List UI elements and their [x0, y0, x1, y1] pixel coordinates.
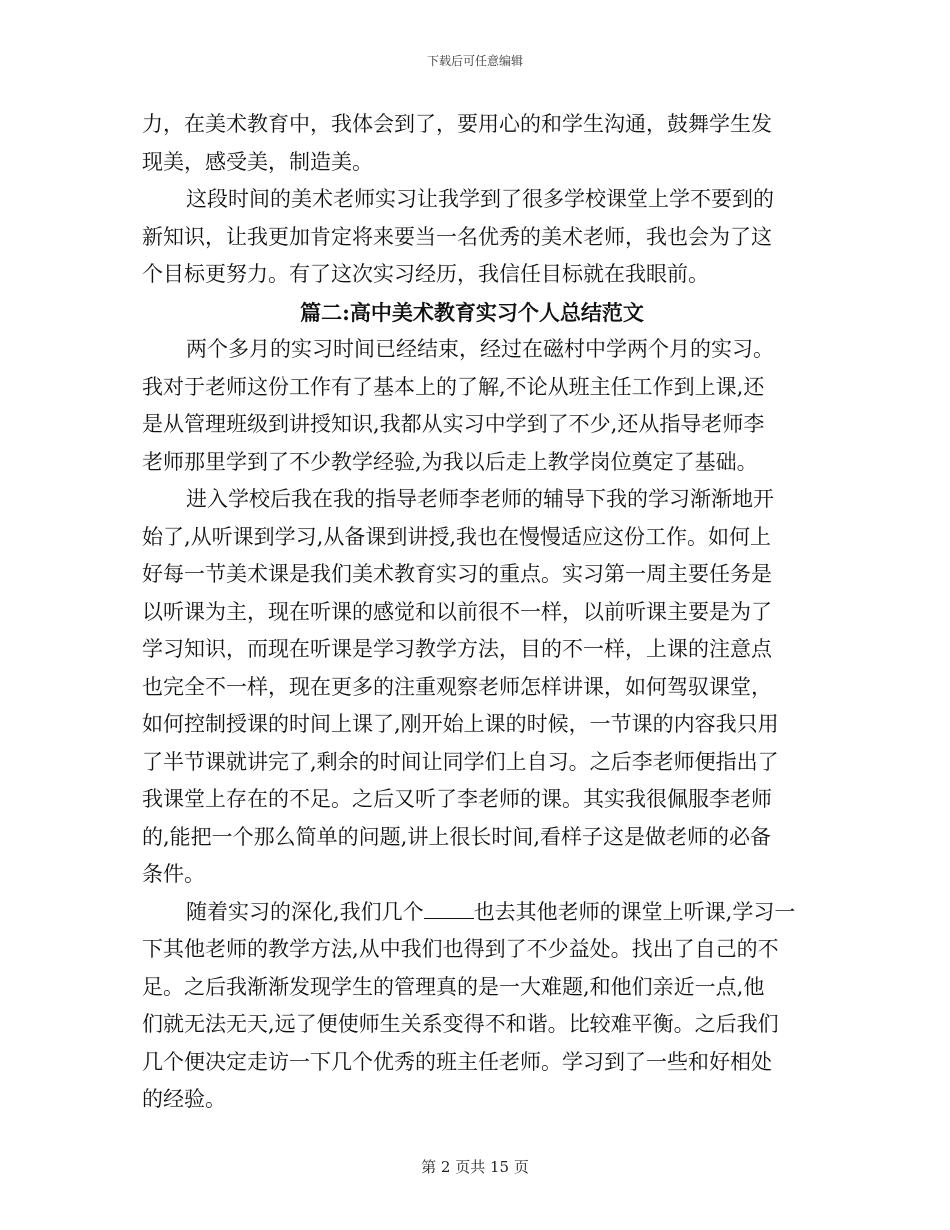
text-fragment: 随着实习的深化,我们几个 — [186, 899, 424, 924]
text-line: 个目标更努力。有了这次实习经历，我信任目标就在我眼前。 — [142, 262, 709, 286]
text-line: 足。之后我渐渐发现学生的管理真的是一大难题,和他们亲近一点,他 — [142, 974, 765, 999]
page-footer: 第 2 页共 15 页 — [421, 1158, 529, 1176]
fill-blank — [424, 900, 474, 919]
text-fragment: 也去其他老师的课堂上听课,学习一 — [473, 899, 796, 924]
text-line — [142, 894, 802, 932]
text-line: 的经验。 — [142, 1087, 226, 1111]
text-line: 始了,从听课到学习,从备课到讲授,我也在慢慢适应这份工作。如何上 — [142, 524, 772, 549]
text-line: 老师那里学到了不少教学经验,为我以后走上教学岗位奠定了基础。 — [142, 449, 758, 474]
text-line: 学习知识，而现在听课是学习教学方法，目的不一样，上课的注意点 — [142, 637, 772, 661]
text-line: 条件。 — [142, 862, 205, 886]
text-line: 是从管理班级到讲授知识,我都从实习中学到了不少,还从指导老师李 — [142, 412, 765, 436]
text-line: 了半节课就讲完了,剩余的时间让同学们上自习。之后李老师便指出了 — [142, 749, 779, 774]
text-line: 新知识，让我更加肯定将来要当一名优秀的美术老师，我也会为了这 — [142, 224, 772, 249]
text-line: 两个多月的实习时间已经结束，经过在磁村中学两个月的实习。 — [186, 337, 774, 361]
text-line: 这段时间的美术老师实习让我学到了很多学校课堂上学不要到的 — [186, 187, 774, 211]
text-line: 也完全不一样，现在更多的注重观察老师怎样讲课，如何驾驭课堂， — [142, 674, 772, 699]
text-line: 好每一节美术课是我们美术教育实习的重点。实习第一周主要任务是 — [142, 562, 772, 586]
page-header: 下载后可任意编辑 — [426, 54, 523, 68]
document-body — [142, 106, 802, 1119]
text-line: 下其他老师的教学方法,从中我们也得到了不少益处。找出了自己的不 — [142, 937, 779, 961]
section-heading: 篇二:高中美术教育实习个人总结范文 — [300, 299, 644, 325]
text-line: 几个便决定走访一下几个优秀的班主任老师。学习到了一些和好相处 — [142, 1049, 772, 1074]
text-line: 现美，感受美，制造美。 — [142, 149, 373, 174]
text-line: 力，在美术教育中，我体会到了，要用心的和学生沟通，鼓舞学生发 — [142, 112, 772, 136]
text-line: 的,能把一个那么简单的问题,讲上很长时间,看样子这是做老师的必备 — [142, 824, 772, 849]
text-line: 如何控制授课的时间上课了,刚开始上课的时候，一节课的内容我只用 — [142, 712, 779, 736]
text-line: 我对于老师这份工作有了基本上的了解,不论从班主任工作到上课,还 — [142, 374, 765, 399]
text-line: 进入学校后我在我的指导老师李老师的辅导下我的学习渐渐地开 — [186, 487, 774, 511]
text-line: 我课堂上存在的不足。之后又听了李老师的课。其实我很佩服李老师 — [142, 787, 772, 811]
text-line: 以听课为主，现在听课的感觉和以前很不一样，以前听课主要是为了 — [142, 599, 772, 624]
text-line: 们就无法无天,远了便使师生关系变得不和谐。比较难平衡。之后我们 — [142, 1012, 779, 1036]
